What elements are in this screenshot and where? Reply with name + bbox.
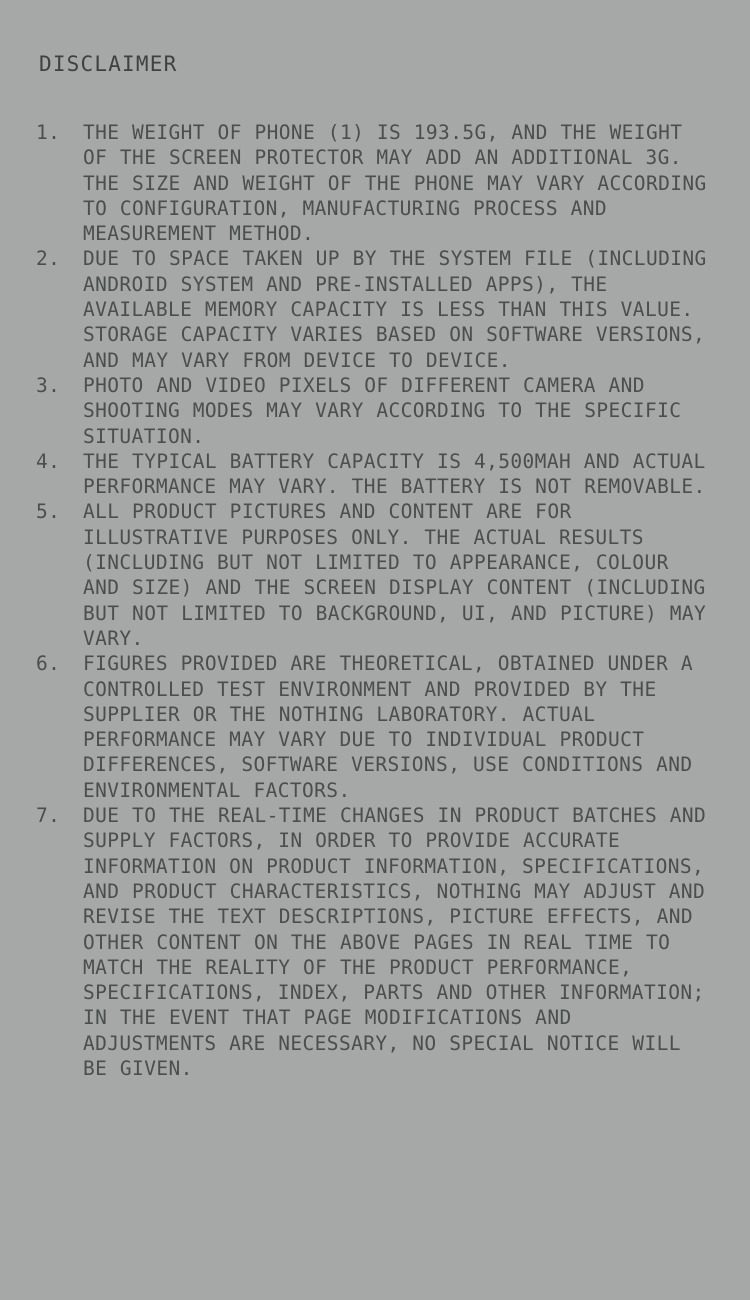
list-item-text: THE WEIGHT OF PHONE (1) IS 193.5G, AND THE WEIGHT OF THE SCREEN PROTECTOR MAY ADD AN ADDITIONAL 3G. THE SIZE AND WEIGHT OF THE PHONE MAY VARY ACCORDING TO CONFIGURATION, MANUFACTURING PROCESS AND MEASUREMENT METHOD. xyxy=(83,121,707,246)
list-item-text: DUE TO THE REAL-TIME CHANGES IN PRODUCT BATCHES AND SUPPLY FACTORS, IN ORDER TO PROVIDE ACCURATE INFORMATION ON PRODUCT INFORMATION, SPECIFICATIONS, AND PRODUCT CHARACTERISTICS, NOTHING MAY ADJUST AND REVISE THE TEXT DESCRIPTIONS, PICTURE EFFECTS, AND OTHER CONTENT ON THE ABOVE PAGES IN REAL TIME TO MATCH THE REALITY OF THE PRODUCT PERFORMANCE, SPECIFICATIONS, INDEX, PARTS AND OTHER INFORMATION; IN THE EVENT THAT PAGE MODIFICATIONS AND ADJUSTMENTS ARE NECESSARY, NO SPECIAL NOTICE WILL BE GIVEN. xyxy=(83,804,707,1080)
list-item xyxy=(36,120,714,246)
list-item-text: FIGURES PROVIDED ARE THEORETICAL, OBTAINED UNDER A CONTROLLED TEST ENVIRONMENT AND PROVIDED BY THE SUPPLIER OR THE NOTHING LABORATORY. ACTUAL PERFORMANCE MAY VARY DUE TO INDIVIDUAL PRODUCT DIFFERENCES, SOFTWARE VERSIONS, USE CONDITIONS AND ENVIRONMENTAL FACTORS. xyxy=(83,652,693,802)
list-item-number: 3. xyxy=(36,373,61,397)
page-title: DISCLAIMER xyxy=(39,52,178,76)
list-item-number: 6. xyxy=(36,652,61,676)
list-item-text: ALL PRODUCT PICTURES AND CONTENT ARE FOR ILLUSTRATIVE PURPOSES ONLY. THE ACTUAL RESULTS (INCLUDING BUT NOT LIMITED TO APPEARANCE, COLOUR AND SIZE) AND THE SCREEN DISPLAY CONTENT (INCLUDING BUT NOT LIMITED TO BACKGROUND, UI, AND PICTURE) MAY VARY. xyxy=(83,500,707,650)
list-item xyxy=(36,651,714,803)
list-item xyxy=(36,803,714,1081)
list-item-number: 1. xyxy=(36,121,61,144)
list-item-number: 5. xyxy=(36,500,61,524)
list-item-text: DUE TO SPACE TAKEN UP BY THE SYSTEM FILE (INCLUDING ANDROID SYSTEM AND PRE-INSTALLED APPS), THE AVAILABLE MEMORY CAPACITY IS LESS THAN THIS VALUE. STORAGE CAPACITY VARIES BASED ON SOFTWARE VERSIONS, AND MAY VARY FROM DEVICE TO DEVICE. xyxy=(83,247,707,372)
list-item xyxy=(36,246,714,372)
disclaimer-list xyxy=(36,120,714,1081)
list-item xyxy=(36,373,714,449)
list-item-text: THE TYPICAL BATTERY CAPACITY IS 4,500MAH AND ACTUAL PERFORMANCE MAY VARY. THE BATTERY IS NOT REMOVABLE. xyxy=(83,449,706,499)
list-item-number: 7. xyxy=(36,804,61,828)
list-item-number: 2. xyxy=(36,247,61,271)
list-item-number: 4. xyxy=(36,449,61,473)
list-item-text: PHOTO AND VIDEO PIXELS OF DIFFERENT CAMERA AND SHOOTING MODES MAY VARY ACCORDING TO THE SPECIFIC SITUATION. xyxy=(83,373,682,448)
list-item xyxy=(36,449,714,500)
list-item xyxy=(36,499,714,651)
